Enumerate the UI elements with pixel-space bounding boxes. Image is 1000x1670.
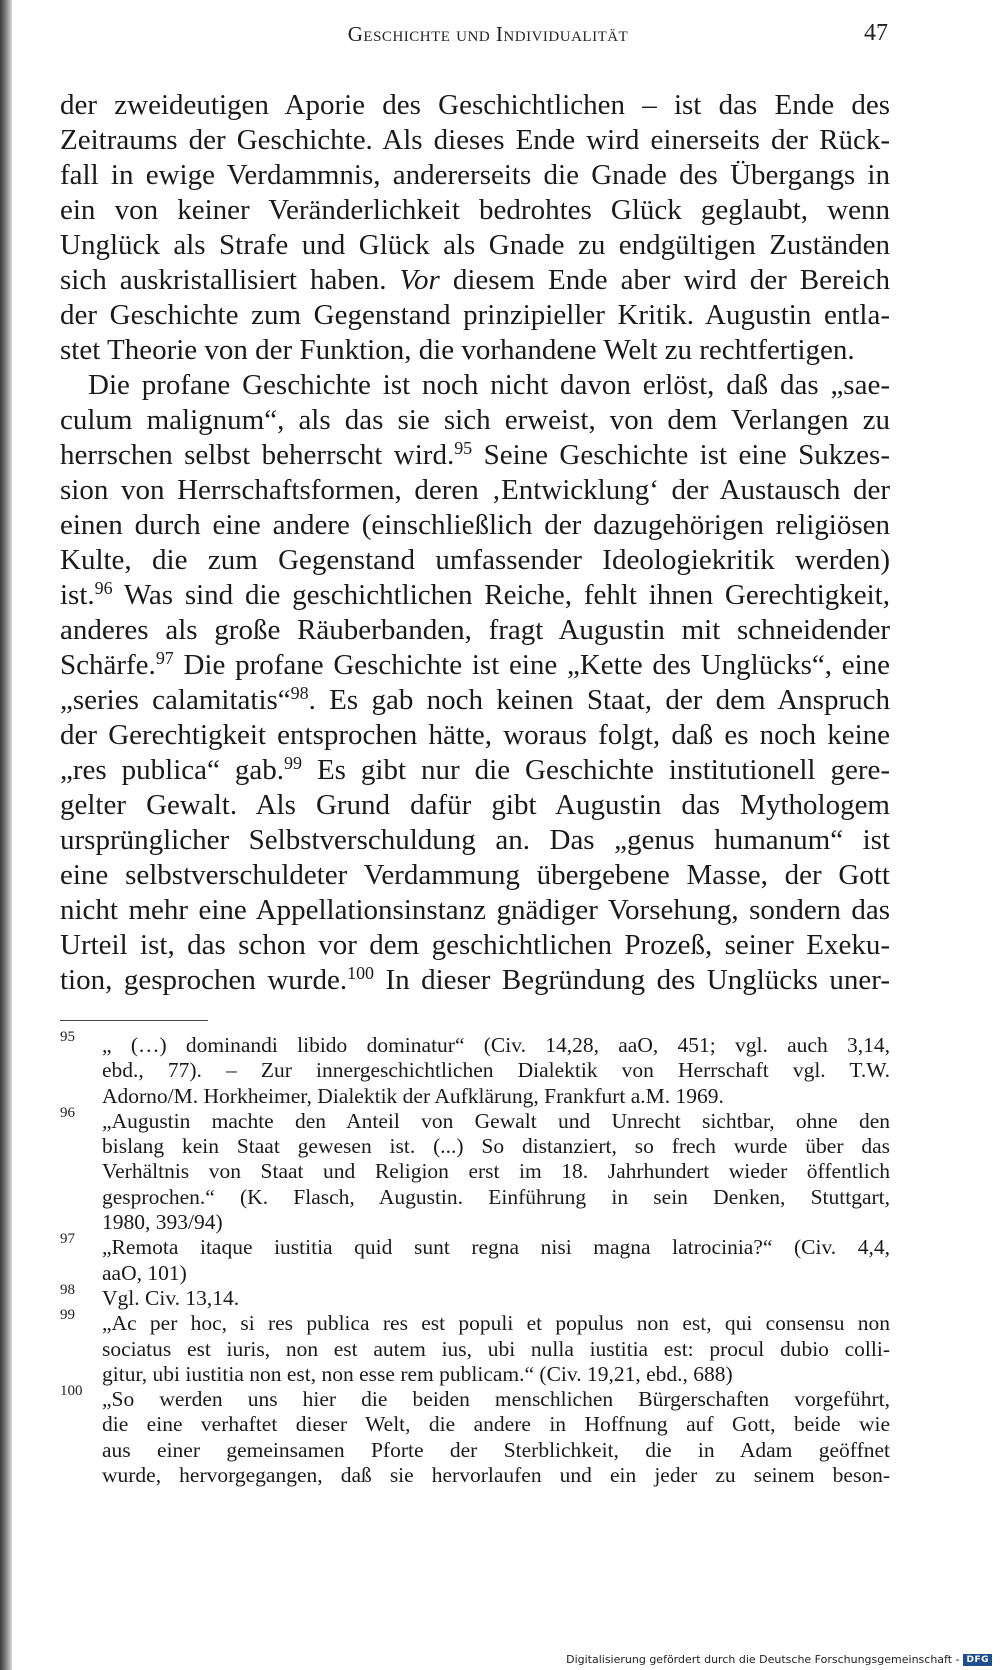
footnote-line: „ (…) dominandi libido dominatur“ (Civ. 14,28, aaO, 451; vgl. auch 3,14,	[102, 1033, 890, 1057]
footnote-line: die eine verhaftet dieser Welt, die andere in Hoffnung auf Gott, beide wie	[102, 1412, 890, 1437]
text-line: Die profane Geschichte ist noch nicht davon erlöst, daß das „sae-	[88, 369, 890, 401]
footnote-line: „So werden uns hier die beiden menschlichen Bürgerschaften vorgeführt,	[102, 1387, 890, 1412]
footnote-99	[60, 1307, 890, 1387]
text-line	[60, 753, 890, 788]
text-line: ursprünglicher Selbstverschuldung an. Das „genus humanum“ ist	[60, 824, 890, 856]
text-segment: „res publica“ gab.	[60, 754, 284, 786]
text-line: anderes als große Räuberbanden, fragt Augustin mit schneidender	[60, 614, 890, 646]
text-line: nicht mehr eine Appellationsinstanz gnädiger Vorsehung, sondern das	[60, 894, 890, 926]
footnote-number: 100	[60, 1383, 83, 1400]
digitization-credit	[566, 1653, 992, 1666]
footnote-number: 99	[60, 1307, 75, 1324]
footnote-number: 96	[60, 1104, 75, 1121]
footnote-number: 98	[60, 1281, 75, 1298]
footnote-ref[interactable]: 97	[155, 648, 174, 669]
text-line: der Geschichte zum Gegenstand prinzipieller Kritik. Augustin entla-	[60, 299, 890, 331]
text-line: Unglück als Strafe und Glück als Gnade zu endgültigen Zuständen	[60, 229, 890, 261]
footnote-ref[interactable]: 99	[284, 753, 302, 774]
footnote-95	[60, 1029, 890, 1109]
text-segment: . Es gab noch keinen Staat, der dem Anspruch	[308, 684, 890, 716]
text-line: Zeitraums der Geschichte. Als dieses Ende wird einerseits der Rück-	[60, 124, 890, 156]
text-segment: „series calamitatis“	[60, 684, 291, 716]
text-line: gelter Gewalt. Als Grund dafür gibt Augustin das Mythologem	[60, 789, 890, 821]
text-line: der Gerechtigkeit entsprochen hätte, woraus folgt, daß es noch keine	[60, 719, 890, 751]
footnote-line: „Remota itaque iustitia quid sunt regna nisi magna latrocinia?“ (Civ. 4,4,	[102, 1235, 890, 1260]
text-segment: sich auskristallisiert haben.	[60, 264, 400, 296]
footnote-ref[interactable]: 98	[290, 683, 309, 704]
footnote-line: sociatus est iuris, non est autem ius, ubi nulla iustitia est: procul dubio colli-	[102, 1336, 890, 1361]
footnote-line: Adorno/M. Horkheimer, Dialektik der Aufklärung, Frankfurt a.M. 1969.	[102, 1083, 724, 1108]
footnote-ref[interactable]: 95	[454, 438, 473, 459]
text-segment: Was sind die geschichtlichen Reiche, fehlt ihnen Gerechtigkeit,	[112, 579, 890, 611]
footnote-number: 97	[60, 1231, 75, 1248]
text-line: eine selbstverschuldeter Verdammung übergebene Masse, der Gott	[60, 859, 890, 891]
text-line: Kulte, die zum Gegenstand umfassender Ideologiekritik werden)	[60, 544, 890, 576]
footnote-line: aus einer gemeinsamen Pforte der Sterblichkeit, die in Adam geöffnet	[102, 1437, 890, 1462]
footnote-line: 1980, 393/94)	[102, 1210, 223, 1235]
text-segment: ist.	[60, 579, 95, 611]
text-line	[60, 438, 890, 473]
text-line: Urteil ist, das schon vor dem geschichtlichen Prozeß, seiner Exeku-	[60, 929, 890, 961]
footnote-line: aaO, 101)	[102, 1260, 187, 1285]
text-line: fall in ewige Verdammnis, andererseits die Gnade des Übergangs in	[60, 159, 890, 191]
credit-text: Digitalisierung gefördert durch die Deutsche Forschungsgemeinschaft -	[566, 1653, 960, 1666]
text-line: culum malignum“, als das sie sich erweist, von dem Verlangen zu	[60, 404, 890, 436]
text-line	[60, 578, 890, 613]
footnote-line: bislang kein Staat gewesen ist. (...) So distanziert, so frech wurde über das	[102, 1134, 890, 1159]
text-line: einen durch eine andere (einschließlich der dazugehörigen religiösen	[60, 509, 890, 541]
footnote-ref[interactable]: 100	[347, 963, 375, 984]
footnote-line: Verhältnis von Staat und Religion erst im 18. Jahrhundert wieder öffentlich	[102, 1159, 890, 1184]
text-line: stet Theorie von der Funktion, die vorhandene Welt zu rechtfertigen.	[60, 334, 855, 366]
text-segment: Es gibt nur die Geschichte institutionell gere-	[301, 754, 890, 786]
dfg-logo: DFG	[963, 1654, 992, 1666]
text-segment: Seine Geschichte ist eine Sukzes-	[472, 439, 890, 471]
text-segment: diesem Ende aber wird der Bereich	[439, 264, 890, 296]
text-line	[60, 963, 890, 998]
text-line: ein von keiner Veränderlichkeit bedrohtes Glück geglaubt, wenn	[60, 194, 890, 226]
page-number: 47	[864, 20, 888, 46]
footnote-number: 95	[60, 1029, 75, 1045]
footnote-line: Vgl. Civ. 13,14.	[102, 1285, 240, 1310]
footnote-96	[60, 1104, 890, 1235]
footnote-line: „Ac per hoc, si res publica res est populi et populus non est, qui consensu non	[102, 1311, 890, 1336]
text-line	[60, 648, 890, 683]
text-line: der zweideutigen Aporie des Geschichtlichen – ist das Ende des	[60, 89, 890, 121]
running-head: Geschichte und Individualität	[347, 22, 629, 46]
footnote-98	[60, 1281, 890, 1311]
text-line	[60, 683, 890, 718]
footnotes	[60, 1029, 890, 1488]
text-segment: In dieser Begründung des Unglücks uner-	[374, 964, 890, 996]
text-segment: herrschen selbst beherrscht wird.	[60, 439, 455, 471]
emphasis-vor: Vor	[399, 264, 440, 296]
footnote-100	[60, 1383, 890, 1488]
footnote-97	[60, 1231, 890, 1286]
main-text	[60, 88, 890, 998]
footnote-line: gitur, ubi iustitia non est, non esse rem publicam.“ (Civ. 19,21, ebd., 688)	[102, 1361, 733, 1386]
footnote-line: „Augustin machte den Anteil von Gewalt und Unrecht sichtbar, ohne den	[102, 1108, 890, 1133]
footnote-ref[interactable]: 96	[94, 578, 113, 599]
footnote-line: wurde, hervorgegangen, daß sie hervorlaufen und ein jeder zu seinem beson-	[102, 1463, 890, 1488]
text-segment: Die profane Geschichte ist eine „Kette des Unglücks“, eine	[173, 649, 890, 681]
footnote-line: gesprochen.“ (K. Flasch, Augustin. Einführung in sein Denken, Stuttgart,	[102, 1184, 890, 1209]
footnote-separator	[60, 1020, 208, 1021]
text-segment: tion, gesprochen wurde.	[60, 964, 348, 996]
text-line: sion von Herrschaftsformen, deren ‚Entwicklung‘ der Austausch der	[60, 474, 890, 506]
text-line	[60, 263, 890, 298]
text-segment: Schärfe.	[60, 649, 156, 681]
footnote-line: ebd., 77). – Zur innergeschichtlichen Dialektik von Herrschaft vgl. T.W.	[102, 1058, 890, 1083]
